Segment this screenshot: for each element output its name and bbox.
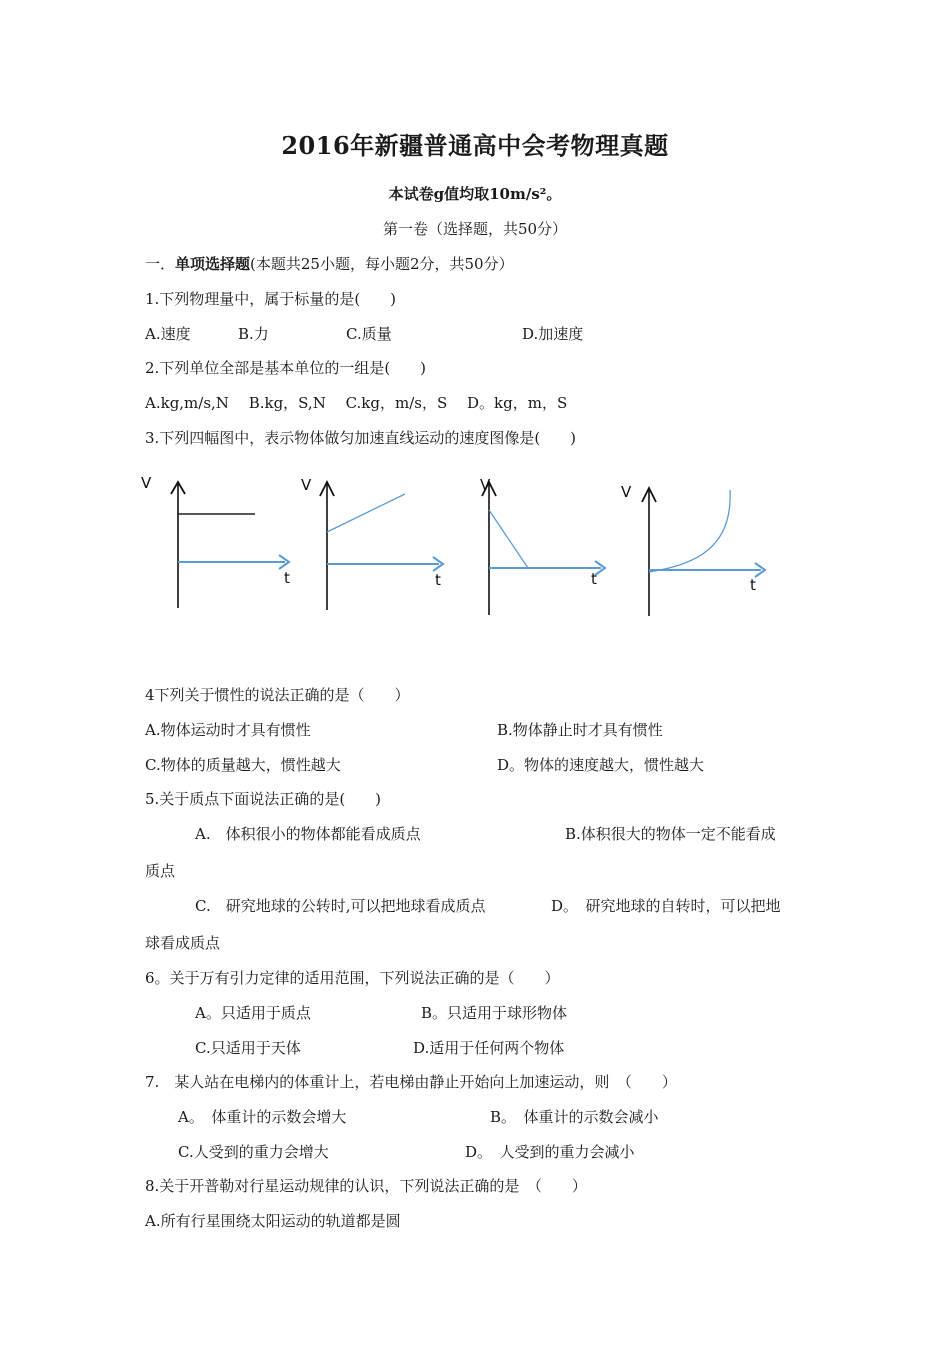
section-desc: (本题共25小题，每小题2分，共50分） bbox=[250, 255, 514, 273]
graph-1 bbox=[135, 470, 305, 615]
q6-option-b: B。只适用于球形物体 bbox=[421, 1004, 568, 1022]
q6-stem: 6。关于万有引力定律的适用范围，下列说法正确的是（ ） bbox=[145, 969, 560, 987]
q6-option-d: D.适用于任何两个物体 bbox=[413, 1039, 565, 1057]
q4-option-a: A.物体运动时才具有惯性 bbox=[145, 721, 311, 739]
q1-option-c: C.质量 bbox=[346, 325, 392, 343]
q1-stem: 1.下列物理量中，属于标量的是( ) bbox=[145, 290, 397, 308]
q8-stem: 8.关于开普勒对行星运动规律的认识，下列说法正确的是 （ ） bbox=[145, 1177, 587, 1195]
q1-option-d: D.加速度 bbox=[522, 325, 584, 343]
q7-option-d: D。 人受到的重力会减小 bbox=[465, 1143, 635, 1161]
graph-3 bbox=[455, 470, 625, 620]
graph-1-v-label: V bbox=[141, 474, 152, 492]
q6-option-a: A。只适用于质点 bbox=[195, 1004, 311, 1022]
graph-4-t-label: t bbox=[750, 576, 756, 594]
q4-option-c: C.物体的质量越大，惯性越大 bbox=[145, 756, 341, 774]
section-name: 单项选择题 bbox=[175, 255, 251, 273]
graph-2-v-label: V bbox=[301, 476, 312, 494]
graph-1-t-label: t bbox=[284, 569, 290, 587]
page-title: 2016年新疆普通高中会考物理真题 bbox=[281, 131, 669, 160]
graph-2-line bbox=[327, 494, 405, 532]
q7-option-b: B。 体重计的示数会减小 bbox=[490, 1108, 659, 1126]
q5-option-b: B.体积很大的物体一定不能看成 bbox=[565, 825, 776, 843]
graph-4-curve bbox=[649, 490, 730, 572]
q2-stem: 2.下列单位全部是基本单位的一组是( ) bbox=[145, 359, 427, 377]
q5-stem: 5.关于质点下面说法正确的是( ) bbox=[145, 790, 382, 808]
q6-option-c: C.只适用于天体 bbox=[195, 1039, 301, 1057]
q4-option-d: D。物体的速度越大，惯性越大 bbox=[497, 756, 705, 774]
q7-option-c: C.人受到的重力会增大 bbox=[178, 1143, 329, 1161]
q5-option-c: C. 研究地球的公转时,可以把地球看成质点 bbox=[195, 897, 486, 915]
part-heading: 第一卷（选择题，共50分） bbox=[382, 220, 568, 238]
q5-option-a: A. 体积很小的物体都能看成质点 bbox=[195, 825, 421, 843]
q3-stem: 3.下列四幅图中，表示物体做匀加速直线运动的速度图像是( ) bbox=[145, 429, 577, 447]
q4-stem: 4下列关于惯性的说法正确的是（ ） bbox=[145, 686, 410, 704]
graph-4-v-label: V bbox=[621, 483, 632, 501]
q7-option-a: A。 体重计的示数会增大 bbox=[178, 1108, 347, 1126]
graph-3-v-label: V bbox=[480, 476, 491, 494]
q2-options: A.kg,m/s,N B.kg，S,N C.kg，m/s，S D。kg，m，S bbox=[145, 394, 568, 412]
q7-stem: 7. 某人站在电梯内的体重计上，若电梯由静止开始向上加速运动，则 （ ） bbox=[145, 1073, 677, 1091]
graph-2 bbox=[295, 470, 465, 615]
q1-option-a: A.速度 bbox=[145, 325, 191, 343]
section-prefix: 一． bbox=[145, 255, 176, 273]
exam-note: 本试卷g值均取10m/s²。 bbox=[388, 185, 562, 203]
graph-4 bbox=[615, 470, 790, 620]
q8-option-a: A.所有行星围绕太阳运动的轨道都是圆 bbox=[145, 1212, 401, 1230]
q5-option-b-cont: 质点 bbox=[145, 862, 176, 880]
section-heading bbox=[145, 253, 514, 274]
q1-option-b: B.力 bbox=[238, 325, 269, 343]
q5-option-d-cont: 球看成质点 bbox=[145, 934, 221, 952]
q4-option-b: B.物体静止时才具有惯性 bbox=[497, 721, 663, 739]
q5-option-d: D。 研究地球的自转时，可以把地 bbox=[551, 897, 781, 915]
graph-3-t-label: t bbox=[591, 570, 597, 588]
graph-3-line bbox=[489, 510, 528, 568]
graph-2-t-label: t bbox=[435, 571, 441, 589]
